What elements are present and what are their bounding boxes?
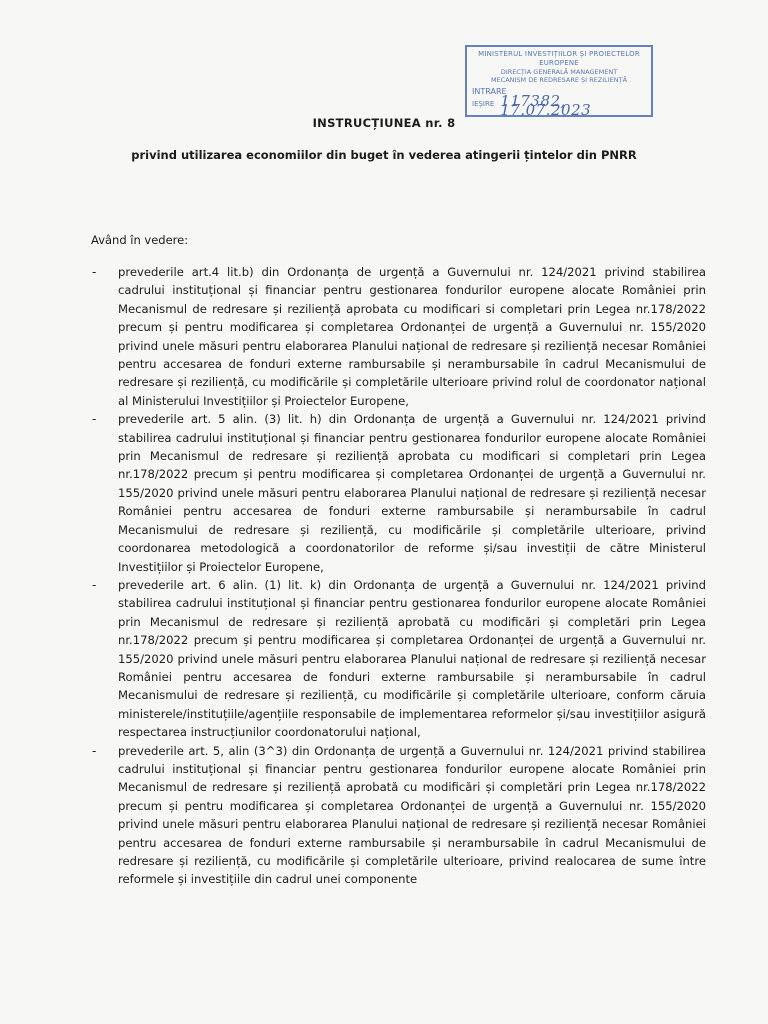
list-item: [92, 576, 706, 742]
stamp-entry-label: INTRARE: [472, 87, 507, 96]
stamp-registration-number: 117382, 17.07.2023: [500, 92, 592, 119]
list-item: [92, 263, 706, 410]
document-title: INSTRUCȚIUNEA nr. 8: [312, 116, 456, 130]
list-bullet: -: [92, 412, 97, 427]
considerations-list: [92, 263, 706, 889]
document-subtitle: privind utilizarea economiilor din buget în vederea atingerii țintelor din PNRR: [131, 148, 637, 162]
list-bullet: -: [92, 743, 97, 758]
list-bullet: -: [92, 265, 97, 279]
list-item-text: prevederile art. 5 alin. (3) lit. h) din Ordonanța de urgență a Guvernului nr. 124/2021 privind stabilirea cadrului instituțional și financiar pentru gestionarea fondurilor europene alocate României prin Mecanismul de redresare și reziliență aprobata cu modificari si completari prin Legea nr.178/2022 precum și pentru modificarea și completarea Ordonanței de urgență a Guvernului nr. 155/2020 privind unele măsuri pentru elaborarea Planului național de redresare și reziliență necesar României pentru accesarea de fonduri externe rambursabile și nerambursabile în cadrul Mecanismului de redresare și reziliență, cu modificările și completările ulterioare, privind coordonarea metodologică a coordonatorilor de reforme și/sau investiții de către Ministerul Investițiilor și Proiectelor Europene,: [118, 412, 706, 574]
stamp-ministry: MINISTERUL INVESTIȚIILOR ȘI PROIECTELOR EUROPENE: [478, 50, 640, 67]
list-item: [92, 410, 706, 576]
stamp-directorate: DIRECȚIA GENERALĂ MANAGEMENT: [500, 68, 618, 76]
stamp-mechanism: MECANISM DE REDRESARE ȘI REZILIENȚĂ: [490, 76, 628, 84]
list-item-text: prevederile art. 5, alin (3^3) din Ordonanța de urgență a Guvernului nr. 124/2021 privind stabilirea cadrului instituțional și financiar pentru gestionarea fondurilor europene alocate României prin Mecanismul de redresare și reziliență aprobată cu modificări și completări prin Legea nr.178/2022 precum și pentru modificarea și completarea Ordonanței de urgență a Guvernului nr. 155/2020 privind unele măsuri pentru elaborarea Planului național de redresare și reziliență necesar României pentru accesarea de fonduri externe rambursabile și nerambursabile în cadrul Mecanismului de redresare și reziliență, cu modificările și completările ulterioare, privind realocarea de sume între reformele și investițiile din cadrul unei componente: [118, 743, 706, 887]
list-item-text: prevederile art. 6 alin. (1) lit. k) din Ordonanța de urgență a Guvernului nr. 124/2021 privind stabilirea cadrului instituțional și financiar pentru gestionarea fondurilor europene alocate României prin Mecanismul de redresare și reziliență aprobată cu modificări și completări prin Legea nr.178/2022 precum și pentru modificarea și completarea Ordonanței de urgență a Guvernului nr. 155/2020 privind unele măsuri pentru elaborarea Planului național de redresare și reziliență necesar României pentru accesarea de fonduri externe rambursabile și nerambursabile în cadrul Mecanismului de redresare și reziliență, cu modificările și completările ulterioare, conform căruia ministerele/instituțiile/agențiile responsabile de implementarea reformelor și/sau investițiilor asigură respectarea instrucțiunilor coordonatorului național,: [118, 577, 706, 740]
stamp-exit-label: IEȘIRE: [472, 100, 495, 108]
registration-stamp: [465, 45, 653, 117]
list-item-text: prevederile art.4 lit.b) din Ordonanța de urgență a Guvernului nr. 124/2021 privind stabilirea cadrului instituțional și financiar pentru gestionarea fondurilor europene alocate României prin Mecanismul de redresare și reziliență aprobata cu modificari si completari prin Legea nr.178/2022 precum și pentru modificarea și completarea Ordonanței de urgență a Guvernului nr. 155/2020 privind unele măsuri pentru elaborarea Planului național de redresare și reziliență necesar României pentru accesarea de fonduri externe rambursabile și nerambursabile în cadrul Mecanismului de redresare și reziliență, cu modificările și completările ulterioare privind rolul de coordonator național al Ministerului Investițiilor și Proiectelor Europene,: [118, 265, 706, 408]
intro-text: Având în vedere:: [91, 233, 189, 247]
list-bullet: -: [92, 577, 97, 592]
list-item: [92, 742, 706, 889]
